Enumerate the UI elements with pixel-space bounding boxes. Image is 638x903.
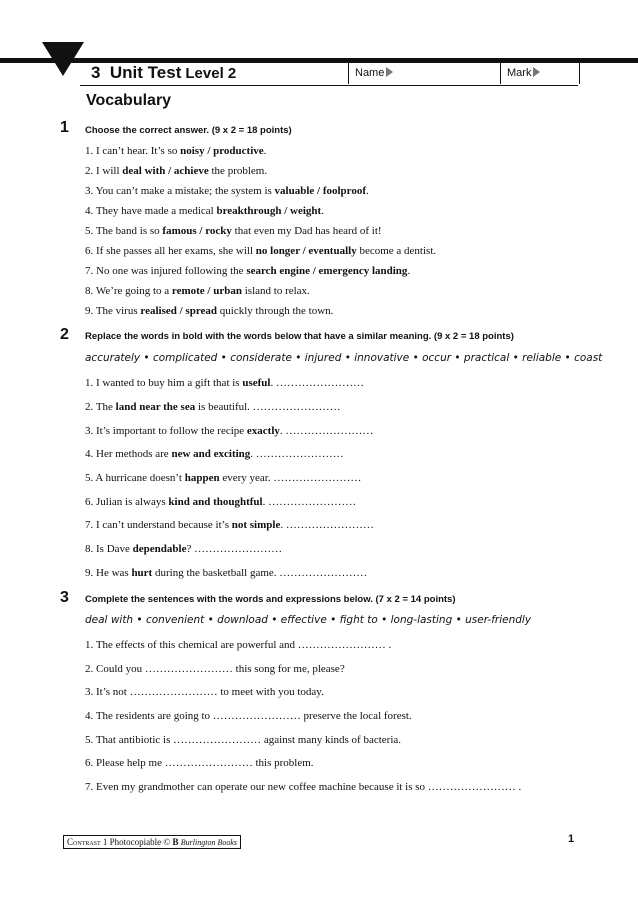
name-field[interactable] <box>348 61 501 84</box>
arrow-right-icon <box>533 67 540 77</box>
publisher-logo-icon: B <box>172 837 179 847</box>
publisher-name: Burlington Books <box>180 838 237 847</box>
level-label: Level 2 <box>185 65 237 82</box>
exercise-item: 3. It’s not …………………… to meet with you today. <box>85 686 324 698</box>
exercise-item: 7. No one was injured following the search engine / emergency landing. <box>85 265 411 277</box>
exercise-item: 5. That antibiotic is …………………… against many kinds of bacteria. <box>85 734 402 746</box>
title-bar <box>80 60 578 86</box>
exercise-item: 9. The virus realised / spread quickly through the town. <box>85 305 334 317</box>
word-bank: accurately • complicated • considerate • injured • innovative • occur • practical • reliable • coast <box>85 352 603 364</box>
exercise-item: 1. The effects of this chemical are powerful and …………………… . <box>85 639 392 651</box>
exercise-item: 1. I wanted to buy him a gift that is useful. …………………… <box>85 377 364 389</box>
page-number: 1 <box>568 833 575 845</box>
exercise-item: 8. We’re going to a remote / urban island to relax. <box>85 285 310 297</box>
exercise-item: 9. He was hurt during the basketball game. …………………… <box>85 567 368 579</box>
exercise-item: 1. I can’t hear. It’s so noisy / productive. <box>85 145 267 157</box>
exercise-item: 7. Even my grandmother can operate our new coffee machine because it is so …………………… . <box>85 781 522 793</box>
exercise-item: 3. It’s important to follow the recipe exactly. …………………… <box>85 425 374 437</box>
exercise-item: 7. I can’t understand because it’s not simple. …………………… <box>85 519 374 531</box>
name-label: Name <box>355 67 385 79</box>
exercise-item: 2. I will deal with / achieve the problem. <box>85 165 268 177</box>
header-triangle-icon <box>42 42 84 76</box>
section-number: 1 <box>60 119 69 136</box>
exercise-item: 5. The band is so famous / rocky that even my Dad has heard of it! <box>85 225 382 237</box>
test-title <box>91 63 236 83</box>
mark-field[interactable] <box>500 61 580 84</box>
section-number: 2 <box>60 326 69 343</box>
exercise-item: 8. Is Dave dependable? …………………… <box>85 543 283 555</box>
exercise-item: 5. A hurricane doesn’t happen every year. …………………… <box>85 472 362 484</box>
exercise-item: 4. The residents are going to …………………… preserve the local forest. <box>85 710 412 722</box>
section-instruction: Replace the words in bold with the words below that have a similar meaning. (9 x 2 = 18 points) <box>85 331 514 342</box>
page-heading: Vocabulary <box>86 92 172 109</box>
section-number: 3 <box>60 589 69 606</box>
mark-label: Mark <box>507 67 532 79</box>
section-instruction: Complete the sentences with the words and expressions below. (7 x 2 = 14 points) <box>85 594 456 605</box>
exercise-item: 6. If she passes all her exams, she will no longer / eventually become a dentist. <box>85 245 437 257</box>
footer-copyright <box>63 835 241 849</box>
footer-text: 1 Photocopiable © <box>102 837 171 847</box>
exercise-item: 2. The land near the sea is beautiful. …………………… <box>85 401 341 413</box>
unit-title: 3 Unit Test <box>91 63 182 82</box>
exercise-item: 3. You can’t make a mistake; the system is valuable / foolproof. <box>85 185 369 197</box>
arrow-right-icon <box>386 67 393 77</box>
exercise-item: 2. Could you …………………… this song for me, please? <box>85 663 345 675</box>
section-instruction: Choose the correct answer. (9 x 2 = 18 points) <box>85 125 292 136</box>
series-name: Contrast <box>67 837 101 847</box>
exercise-item: 6. Julian is always kind and thoughtful. …………………… <box>85 496 357 508</box>
exercise-item: 4. They have made a medical breakthrough / weight. <box>85 205 324 217</box>
exercise-item: 6. Please help me …………………… this problem. <box>85 757 314 769</box>
word-bank: deal with • convenient • download • effective • fight to • long-lasting • user-friendly <box>85 614 532 626</box>
exercise-item: 4. Her methods are new and exciting. …………………… <box>85 448 344 460</box>
